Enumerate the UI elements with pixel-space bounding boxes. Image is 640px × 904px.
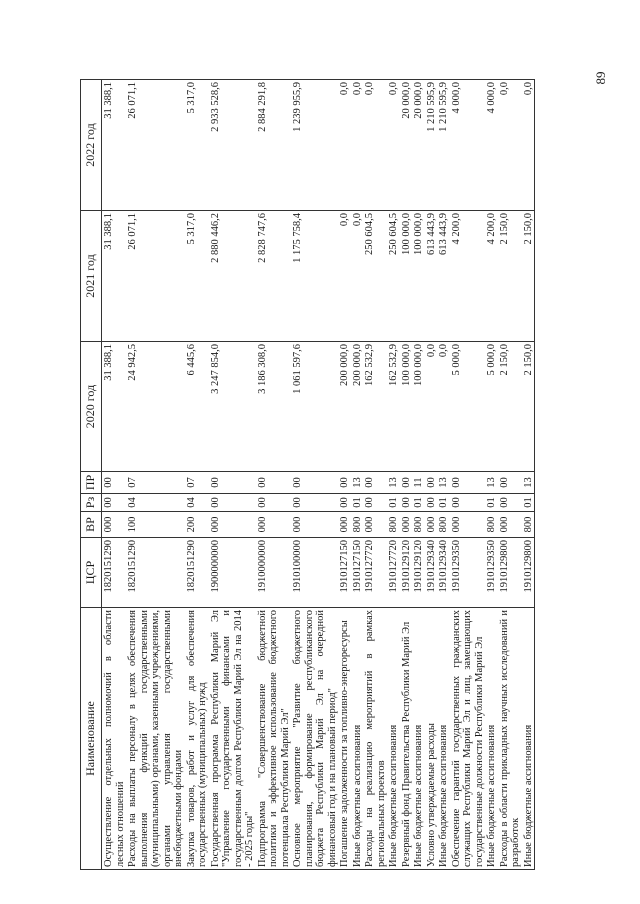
cell-2020: 0,0 xyxy=(437,342,450,472)
cell-2022: 2 884 291,8 xyxy=(256,80,292,211)
cell-name: Иные бюджетные ассигнования xyxy=(522,608,535,870)
cell-vr: 800 xyxy=(437,512,450,538)
cell-2020: 100 000,0 xyxy=(400,342,413,472)
cell-2021: 100 000,0 xyxy=(412,211,425,342)
cell-csr: 1910129350 xyxy=(450,538,486,608)
cell-2022: 0,0 xyxy=(363,80,387,211)
cell-pr: 13 xyxy=(437,472,450,494)
cell-name: Расходы на реализацию мероприятий в рамках региональных проектов xyxy=(363,608,387,870)
cell-2021: 2 828 747,6 xyxy=(256,211,292,342)
table-row xyxy=(522,80,535,870)
cell-2020: 31 388,1 xyxy=(102,342,127,472)
cell-name: Условно утверждаемые расходы xyxy=(425,608,438,870)
cell-2021: 26 071,1 xyxy=(126,211,185,342)
table-row xyxy=(185,80,209,870)
cell-vr: 000 xyxy=(102,512,127,538)
cell-2020: 3 186 308,0 xyxy=(256,342,292,472)
table-row xyxy=(485,80,498,870)
cell-pr: 00 xyxy=(425,472,438,494)
cell-rz: 00 xyxy=(102,494,127,512)
cell-vr: 000 xyxy=(450,512,486,538)
cell-rz: 01 xyxy=(485,494,498,512)
cell-2021: 5 317,0 xyxy=(185,211,209,342)
cell-vr: 200 xyxy=(185,512,209,538)
cell-vr: 000 xyxy=(291,512,338,538)
cell-csr: 1910129800 xyxy=(522,538,535,608)
table-row xyxy=(450,80,486,870)
cell-pr: 13 xyxy=(351,472,364,494)
cell-vr: 800 xyxy=(351,512,364,538)
cell-rz: 00 xyxy=(338,494,351,512)
cell-vr: 800 xyxy=(387,512,400,538)
cell-2022: 0,0 xyxy=(387,80,400,211)
cell-2020: 200 000,0 xyxy=(351,342,364,472)
cell-pr: 00 xyxy=(291,472,338,494)
cell-2022: 31 388,1 xyxy=(102,80,127,211)
cell-pr: 00 xyxy=(256,472,292,494)
cell-rz: 00 xyxy=(363,494,387,512)
cell-pr: 00 xyxy=(209,472,256,494)
cell-2021: 100 000,0 xyxy=(400,211,413,342)
cell-2022: 1 210 595,9 xyxy=(437,80,450,211)
cell-2021: 1 175 758,4 xyxy=(291,211,338,342)
cell-vr: 000 xyxy=(425,512,438,538)
cell-pr: 07 xyxy=(185,472,209,494)
cell-2020: 0,0 xyxy=(425,342,438,472)
cell-2020: 200 000,0 xyxy=(338,342,351,472)
cell-2020: 100 000,0 xyxy=(412,342,425,472)
cell-rz: 01 xyxy=(522,494,535,512)
cell-vr: 800 xyxy=(522,512,535,538)
table-row xyxy=(209,80,256,870)
cell-2020: 3 247 854,0 xyxy=(209,342,256,472)
cell-pr: 13 xyxy=(485,472,498,494)
cell-rz: 00 xyxy=(256,494,292,512)
cell-name: Резервный фонд Правительства Республики Марий Эл xyxy=(400,608,413,870)
cell-2021: 4 200,0 xyxy=(485,211,498,342)
table-row xyxy=(498,80,522,870)
cell-pr: 11 xyxy=(412,472,425,494)
cell-2020: 2 150,0 xyxy=(522,342,535,472)
cell-name: Иные бюджетные ассигнования xyxy=(485,608,498,870)
cell-2022: 0,0 xyxy=(522,80,535,211)
cell-name: Осуществление отдельных полномочий в области лесных отношений xyxy=(102,608,127,870)
cell-name: Обеспечение гарантий государственных гражданских служащих Республики Марий Эл и лиц, замещающих государственные должности Республики Марий Эл xyxy=(450,608,486,870)
header-2020: 2020 год xyxy=(81,342,102,472)
table-row xyxy=(437,80,450,870)
cell-pr: 13 xyxy=(387,472,400,494)
cell-2021: 0,0 xyxy=(351,211,364,342)
cell-2020: 162 532,9 xyxy=(387,342,400,472)
cell-rz: 00 xyxy=(425,494,438,512)
cell-csr: 1820151290 xyxy=(102,538,127,608)
cell-2020: 5 000,0 xyxy=(485,342,498,472)
cell-pr: 13 xyxy=(522,472,535,494)
cell-rz: 04 xyxy=(185,494,209,512)
cell-pr: 00 xyxy=(363,472,387,494)
cell-2022: 26 071,1 xyxy=(126,80,185,211)
cell-name: Закупка товаров, работ и услуг для обеспечения государственных (муниципальных) нужд xyxy=(185,608,209,870)
header-row xyxy=(81,80,102,870)
cell-pr: 07 xyxy=(126,472,185,494)
table-row xyxy=(291,80,338,870)
cell-name: Подпрограмма "Совершенствование бюджетной политики и эффективное использование бюджетного потенциала Республики Марий Эл" xyxy=(256,608,292,870)
cell-rz: 01 xyxy=(437,494,450,512)
cell-pr: 00 xyxy=(400,472,413,494)
cell-vr: 000 xyxy=(363,512,387,538)
header-vr: ВР xyxy=(81,512,102,538)
cell-2021: 250 604,5 xyxy=(387,211,400,342)
header-pr: ПР xyxy=(81,472,102,494)
cell-rz: 00 xyxy=(209,494,256,512)
table-row xyxy=(338,80,351,870)
header-2022: 2022 год xyxy=(81,80,102,211)
cell-pr: 00 xyxy=(102,472,127,494)
cell-csr: 1910129120 xyxy=(412,538,425,608)
cell-rz: 00 xyxy=(400,494,413,512)
cell-2021: 2 150,0 xyxy=(522,211,535,342)
cell-csr: 1910127720 xyxy=(363,538,387,608)
cell-vr: 800 xyxy=(485,512,498,538)
cell-pr: 00 xyxy=(450,472,486,494)
header-2021: 2021 год xyxy=(81,211,102,342)
cell-name: Расходы на выплаты персоналу в целях обеспечения выполнения функций государственными (муниципальными) органами, казенными учреждениями, органами управления государственными внебюджетными фондами xyxy=(126,608,185,870)
table-row xyxy=(425,80,438,870)
cell-name: Иные бюджетные ассигнования xyxy=(351,608,364,870)
cell-csr: 1910127150 xyxy=(338,538,351,608)
cell-csr: 1900000000 xyxy=(209,538,256,608)
cell-2020: 2 150,0 xyxy=(498,342,522,472)
cell-name: Иные бюджетные ассигнования xyxy=(437,608,450,870)
cell-pr: 00 xyxy=(338,472,351,494)
cell-vr: 100 xyxy=(126,512,185,538)
cell-vr: 800 xyxy=(412,512,425,538)
cell-2021: 2 150,0 xyxy=(498,211,522,342)
cell-2021: 31 388,1 xyxy=(102,211,127,342)
cell-2022: 4 000,0 xyxy=(485,80,498,211)
cell-2021: 2 880 446,2 xyxy=(209,211,256,342)
cell-csr: 1910129120 xyxy=(400,538,413,608)
cell-2020: 6 445,6 xyxy=(185,342,209,472)
table-row xyxy=(363,80,387,870)
cell-vr: 000 xyxy=(498,512,522,538)
cell-rz: 01 xyxy=(387,494,400,512)
header-csr: ЦСР xyxy=(81,538,102,608)
cell-vr: 000 xyxy=(256,512,292,538)
cell-name: Иные бюджетные ассигнования xyxy=(387,608,400,870)
cell-2020: 162 532,9 xyxy=(363,342,387,472)
cell-csr: 1910127720 xyxy=(387,538,400,608)
cell-name: Иные бюджетные ассигнования xyxy=(412,608,425,870)
cell-name: Государственная программа Республики Марий Эл "Управление государственными финансами и государственным долгом Республики Марий Эл на 2014 - 2025 годы" xyxy=(209,608,256,870)
table-row xyxy=(256,80,292,870)
header-rz: Рз xyxy=(81,494,102,512)
cell-rz: 00 xyxy=(450,494,486,512)
cell-csr: 1910100000 xyxy=(291,538,338,608)
cell-rz: 00 xyxy=(291,494,338,512)
cell-vr: 000 xyxy=(209,512,256,538)
cell-2022: 1 210 595,9 xyxy=(425,80,438,211)
cell-2021: 613 443,9 xyxy=(425,211,438,342)
cell-pr: 00 xyxy=(498,472,522,494)
cell-2022: 1 239 955,9 xyxy=(291,80,338,211)
header-name: Наименование xyxy=(81,608,102,870)
budget-table xyxy=(80,79,535,870)
cell-2021: 613 443,9 xyxy=(437,211,450,342)
cell-2020: 5 000,0 xyxy=(450,342,486,472)
page-number: 89 xyxy=(593,71,608,85)
cell-csr: 1820151290 xyxy=(126,538,185,608)
table-header xyxy=(81,80,102,870)
cell-2022: 20 000,0 xyxy=(400,80,413,211)
cell-2021: 250 604,5 xyxy=(363,211,387,342)
table-row xyxy=(126,80,185,870)
cell-2022: 4 000,0 xyxy=(450,80,486,211)
table-row xyxy=(102,80,127,870)
cell-csr: 1910129340 xyxy=(437,538,450,608)
cell-csr: 1910127150 xyxy=(351,538,364,608)
cell-name: Погашение задолженности за топливно-энергоресурсы xyxy=(338,608,351,870)
cell-2022: 0,0 xyxy=(338,80,351,211)
cell-csr: 1910000000 xyxy=(256,538,292,608)
cell-2022: 20 000,0 xyxy=(412,80,425,211)
cell-2022: 0,0 xyxy=(351,80,364,211)
table-row xyxy=(400,80,413,870)
cell-rz: 01 xyxy=(412,494,425,512)
cell-2022: 0,0 xyxy=(498,80,522,211)
cell-rz: 00 xyxy=(498,494,522,512)
cell-name: Расходы в области прикладных научных исследований и разработок xyxy=(498,608,522,870)
cell-rz: 01 xyxy=(351,494,364,512)
cell-csr: 1910129350 xyxy=(485,538,498,608)
cell-csr: 1910129800 xyxy=(498,538,522,608)
cell-name: Основное мероприятие "Развитие бюджетного планирования, формирование республиканского бюджета Республики Марий Эл на очередной финансовый год и на плановый период" xyxy=(291,608,338,870)
cell-vr: 000 xyxy=(400,512,413,538)
table-row xyxy=(351,80,364,870)
table-body xyxy=(102,80,535,870)
table-row xyxy=(387,80,400,870)
cell-2022: 5 317,0 xyxy=(185,80,209,211)
cell-2020: 1 061 597,6 xyxy=(291,342,338,472)
cell-2020: 24 942,5 xyxy=(126,342,185,472)
cell-vr: 000 xyxy=(338,512,351,538)
cell-2021: 0,0 xyxy=(338,211,351,342)
cell-csr: 1820151290 xyxy=(185,538,209,608)
rotated-table-container xyxy=(80,80,610,870)
table-row xyxy=(412,80,425,870)
cell-2022: 2 933 528,6 xyxy=(209,80,256,211)
cell-rz: 04 xyxy=(126,494,185,512)
cell-csr: 1910129340 xyxy=(425,538,438,608)
cell-2021: 4 200,0 xyxy=(450,211,486,342)
